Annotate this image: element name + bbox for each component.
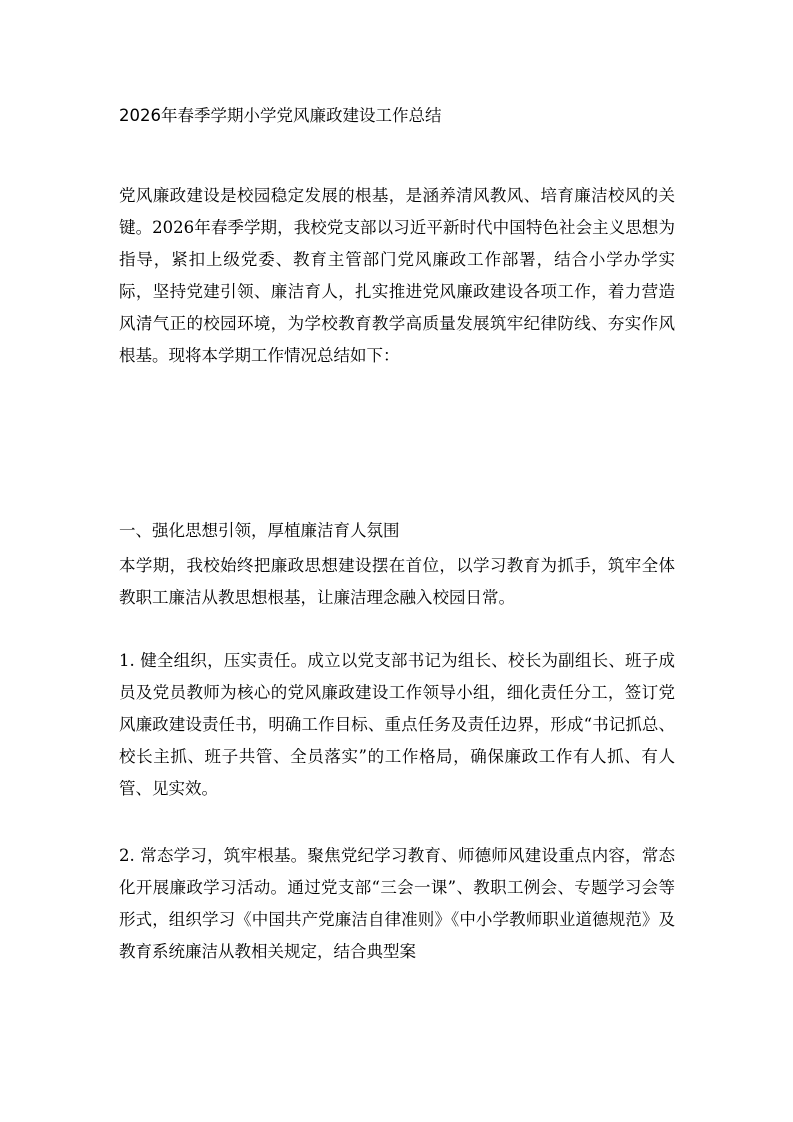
section-lead-paragraph: 本学期，我校始终把廉政思想建设摆在首位，以学习教育为抓手，筑牢全体教职工廉洁从教思想根基，让廉洁理念融入校园日常。 [119, 556, 675, 607]
list-item: 2. 常态学习，筑牢根基。聚焦党纪学习教育、师德师风建设重点内容，常态化开展廉政学习活动。通过党支部“三会一课”、教职工例会、专题学习会等形式，组织学习《中国共产党廉洁自律准则》《中小学教师职业道德规范》及教育系统廉洁从教相关规定，结合典型案 [119, 846, 675, 961]
list-item: 1. 健全组织，压实责任。成立以党支部书记为组长、校长为副组长、班子成员及党员教师为核心的党风廉政建设工作领导小组，细化责任分工，签订党风廉政建设责任书，明确工作目标、重点任务及责任边界，形成“书记抓总、校长主抓、班子共管、全员落实”的工作格局，确保廉政工作有人抓、有人管、见实效。 [119, 651, 675, 798]
section-heading: 一、强化思想引领，厚植廉洁育人氛围 [119, 521, 400, 540]
intro-paragraph: 党风廉政建设是校园稳定发展的根基，是涵养清风教风、培育廉洁校风的关键。2026年春季学期，我校党支部以习近平新时代中国特色社会主义思想为指导，紧扣上级党委、教育主管部门党风廉政工作部署，结合小学办学实际，坚持党建引领、廉洁育人，扎实推进党风廉政建设各项工作，着力营造风清气正的校园环境，为学校教育教学高质量发展筑牢纪律防线、夯实作风根基。现将本学期工作情况总结如下： [119, 186, 675, 365]
document-title: 2026年春季学期小学党风廉政建设工作总结 [119, 106, 442, 125]
